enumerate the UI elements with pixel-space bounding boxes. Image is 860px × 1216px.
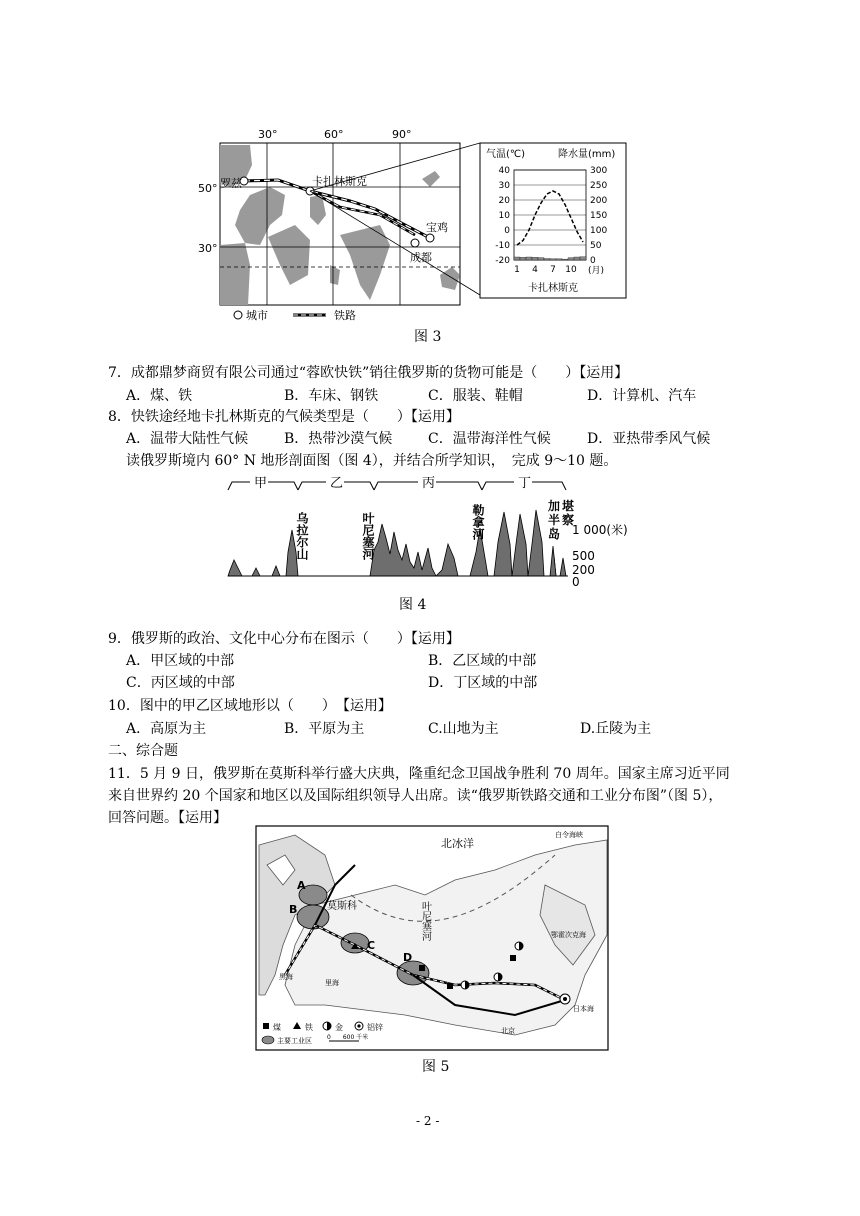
legend-lead-zinc: 铝锌 [367,1023,383,1032]
label-japan-sea: 日本海 [573,1005,594,1013]
q9-option-c: C．丙区域的中部 [126,675,235,691]
label-ural: 乌拉尔山 [295,512,309,560]
precip-bar [538,258,544,260]
label-yenisei: 叶尼塞河 [361,512,375,560]
month-unit: (月) [588,266,605,276]
temp-tick-label: 20 [498,196,510,206]
svg-text:察: 察 [562,513,575,527]
precip-tick-label: 200 [590,196,608,206]
precip-bar [556,259,562,260]
legend-city-label: 城市 [246,309,268,322]
terrain-profile [228,510,562,576]
svg-text:堪: 堪 [562,499,575,513]
region-bing: 丙 [422,476,436,491]
figure-4-caption: 图 4 [399,597,427,613]
question-11-line-3: 回答问题。【运用】 [108,810,227,826]
legend-gold: 金 [335,1023,343,1032]
month-tick-label: 10 [565,265,577,275]
label-caspian: 里海 [325,979,339,987]
moscow-label: 莫斯科 [327,901,357,912]
q9-option-d: D．丁区域的中部 [428,675,538,691]
label-bering: 白令海峡 [555,831,583,839]
precip-bar [550,259,556,260]
label-black-sea: 黑海 [279,973,293,981]
q7-option-a: A．煤、铁 [126,388,193,404]
city-marker [411,239,419,247]
svg-text:岛: 岛 [548,527,561,541]
q7-option-d: D．计算机、汽车 [587,388,697,404]
question-7-stem: 7．成都鼎梦商贸有限公司通过“蓉欧快铁”销往俄罗斯的货物可能是（ ）【运用】 [108,365,629,381]
figure-3-map [198,128,480,322]
point-c: C [367,939,376,952]
svg-text:加: 加 [548,499,561,513]
question-9-stem: 9．俄罗斯的政治、文化中心分布在图示（ ）【运用】 [108,631,460,647]
temp-tick-label: 0 [504,226,510,236]
precip-tick-label: 300 [590,166,608,176]
ocean-label: 北冰洋 [441,837,474,850]
precip-tick-label: 50 [590,241,602,251]
legend-scale: 0 600 千米 [327,1034,369,1041]
label-lena: 勒拿河 [471,504,485,540]
q9-option-a: A．甲区域的中部 [126,653,235,669]
q10-option-b: B．平原为主 [284,721,365,737]
intro-9-10: 读俄罗斯境内 60° N 地形剖面图（图 4），并结合所学知识， 完成 9～10 题。 [126,453,618,469]
section-2-heading: 二、综合题 [108,743,178,759]
legend-rail-label: 铁路 [334,309,356,322]
precip-bar [562,259,568,260]
q7-option-c: C．服装、鞋帽 [428,388,523,404]
precip-bar [532,257,538,260]
question-10-stem: 10．图中的甲乙区域地形以（ ） 【运用】 [108,698,392,714]
point-d: D [403,951,413,964]
lon-label-30: 30° [258,128,278,141]
figure-3 [190,125,640,325]
q8-option-a: A．温带大陆性气候 [126,431,249,447]
q10-option-d: D.丘陵为主 [580,721,652,737]
city-label-kazalinsk: 卡扎林斯克 [312,175,367,188]
question-11-line-1: 11．5 月 9 日，俄罗斯在莫斯科举行盛大庆典，隆重纪念卫国战争胜利 70 周年。国家主席习近平同 [108,766,730,782]
q8-option-b: B．热带沙漠气候 [284,431,393,447]
month-tick-label: 1 [514,265,520,275]
precip-tick-label: 150 [590,211,608,221]
climate-chart [480,143,626,298]
q7-option-b: B．车床、钢铁 [284,388,379,404]
label-beijing: 北京 [501,1027,515,1035]
q9-option-b: B．乙区域的中部 [428,653,537,669]
lon-label-90: 90° [392,128,412,141]
precip-bar [544,259,550,261]
temp-tick-label: 40 [498,166,510,176]
figure-5 [255,825,610,1053]
label-okhotsk: 鄂霍次克海 [551,931,586,939]
precip-bar [574,257,580,260]
legend-city-icon [234,311,242,319]
figure-5-caption: 图 5 [422,1059,450,1075]
city-label-chengdu: 成都 [410,251,432,264]
question-8-stem: 8．快铁途经地卡扎林斯克的气候类型是（ ）【运用】 [108,409,460,425]
q8-option-c: C．温带海洋性气候 [428,431,551,447]
precip-tick-label: 100 [590,226,608,236]
lon-label-60: 60° [324,128,344,141]
precip-bar [568,258,574,260]
temp-tick-label: -10 [495,241,510,251]
ytick-500: 500 [572,549,595,563]
precip-axis-label: 降水量(mm) [558,149,616,160]
point-b: B [289,903,298,916]
city-marker [426,234,434,242]
q8-option-d: D．亚热带季风气候 [587,431,711,447]
lat-label-30: 30° [198,242,218,255]
point-a: A [297,879,306,892]
temp-tick-label: 10 [498,211,510,221]
region-jia: 甲 [254,476,268,491]
yenisei-label: 叶尼塞河 [419,901,431,941]
region-yi: 乙 [330,476,344,491]
temp-tick-label: 30 [498,181,510,191]
figure-4 [222,472,628,590]
figure-3-caption: 图 3 [414,329,442,345]
precip-tick-label: 250 [590,181,608,191]
precip-bar [526,257,532,260]
ytick-0: 0 [572,575,580,589]
ytick-1000: 1 000(米) [572,523,628,537]
city-label-lodz: 罗兹 [220,177,242,190]
precip-bar [514,257,520,260]
station-name: 卡扎林斯克 [528,283,578,294]
page-number: - 2 - [416,1114,440,1128]
legend-coal: 煤 [273,1023,281,1032]
legend-industrial-zone: 主要工业区 [277,1037,312,1045]
precip-tick-label: 0 [590,256,596,266]
city-label-baoji: 宝鸡 [426,221,448,234]
region-ding: 丁 [518,476,532,491]
q10-option-a: A．高原为主 [126,721,207,737]
temp-axis-label: 气温(℃) [486,149,526,160]
precip-bar [520,257,526,260]
month-tick-label: 4 [532,265,538,275]
legend-iron: 铁 [305,1023,313,1032]
lat-label-50: 50° [198,182,218,195]
svg-text:半: 半 [548,513,561,527]
ytick-200: 200 [572,563,595,577]
temp-tick-label: -20 [495,256,510,266]
q10-option-c: C.山地为主 [428,721,499,737]
precip-bar [580,257,586,260]
question-11-line-2: 来自世界约 20 个国家和地区以及国际组织领导人出席。读“俄罗斯铁路交通和工业分布图”（图 5）， [108,788,723,804]
month-tick-label: 7 [550,265,556,275]
label-kamchatka [547,498,574,541]
